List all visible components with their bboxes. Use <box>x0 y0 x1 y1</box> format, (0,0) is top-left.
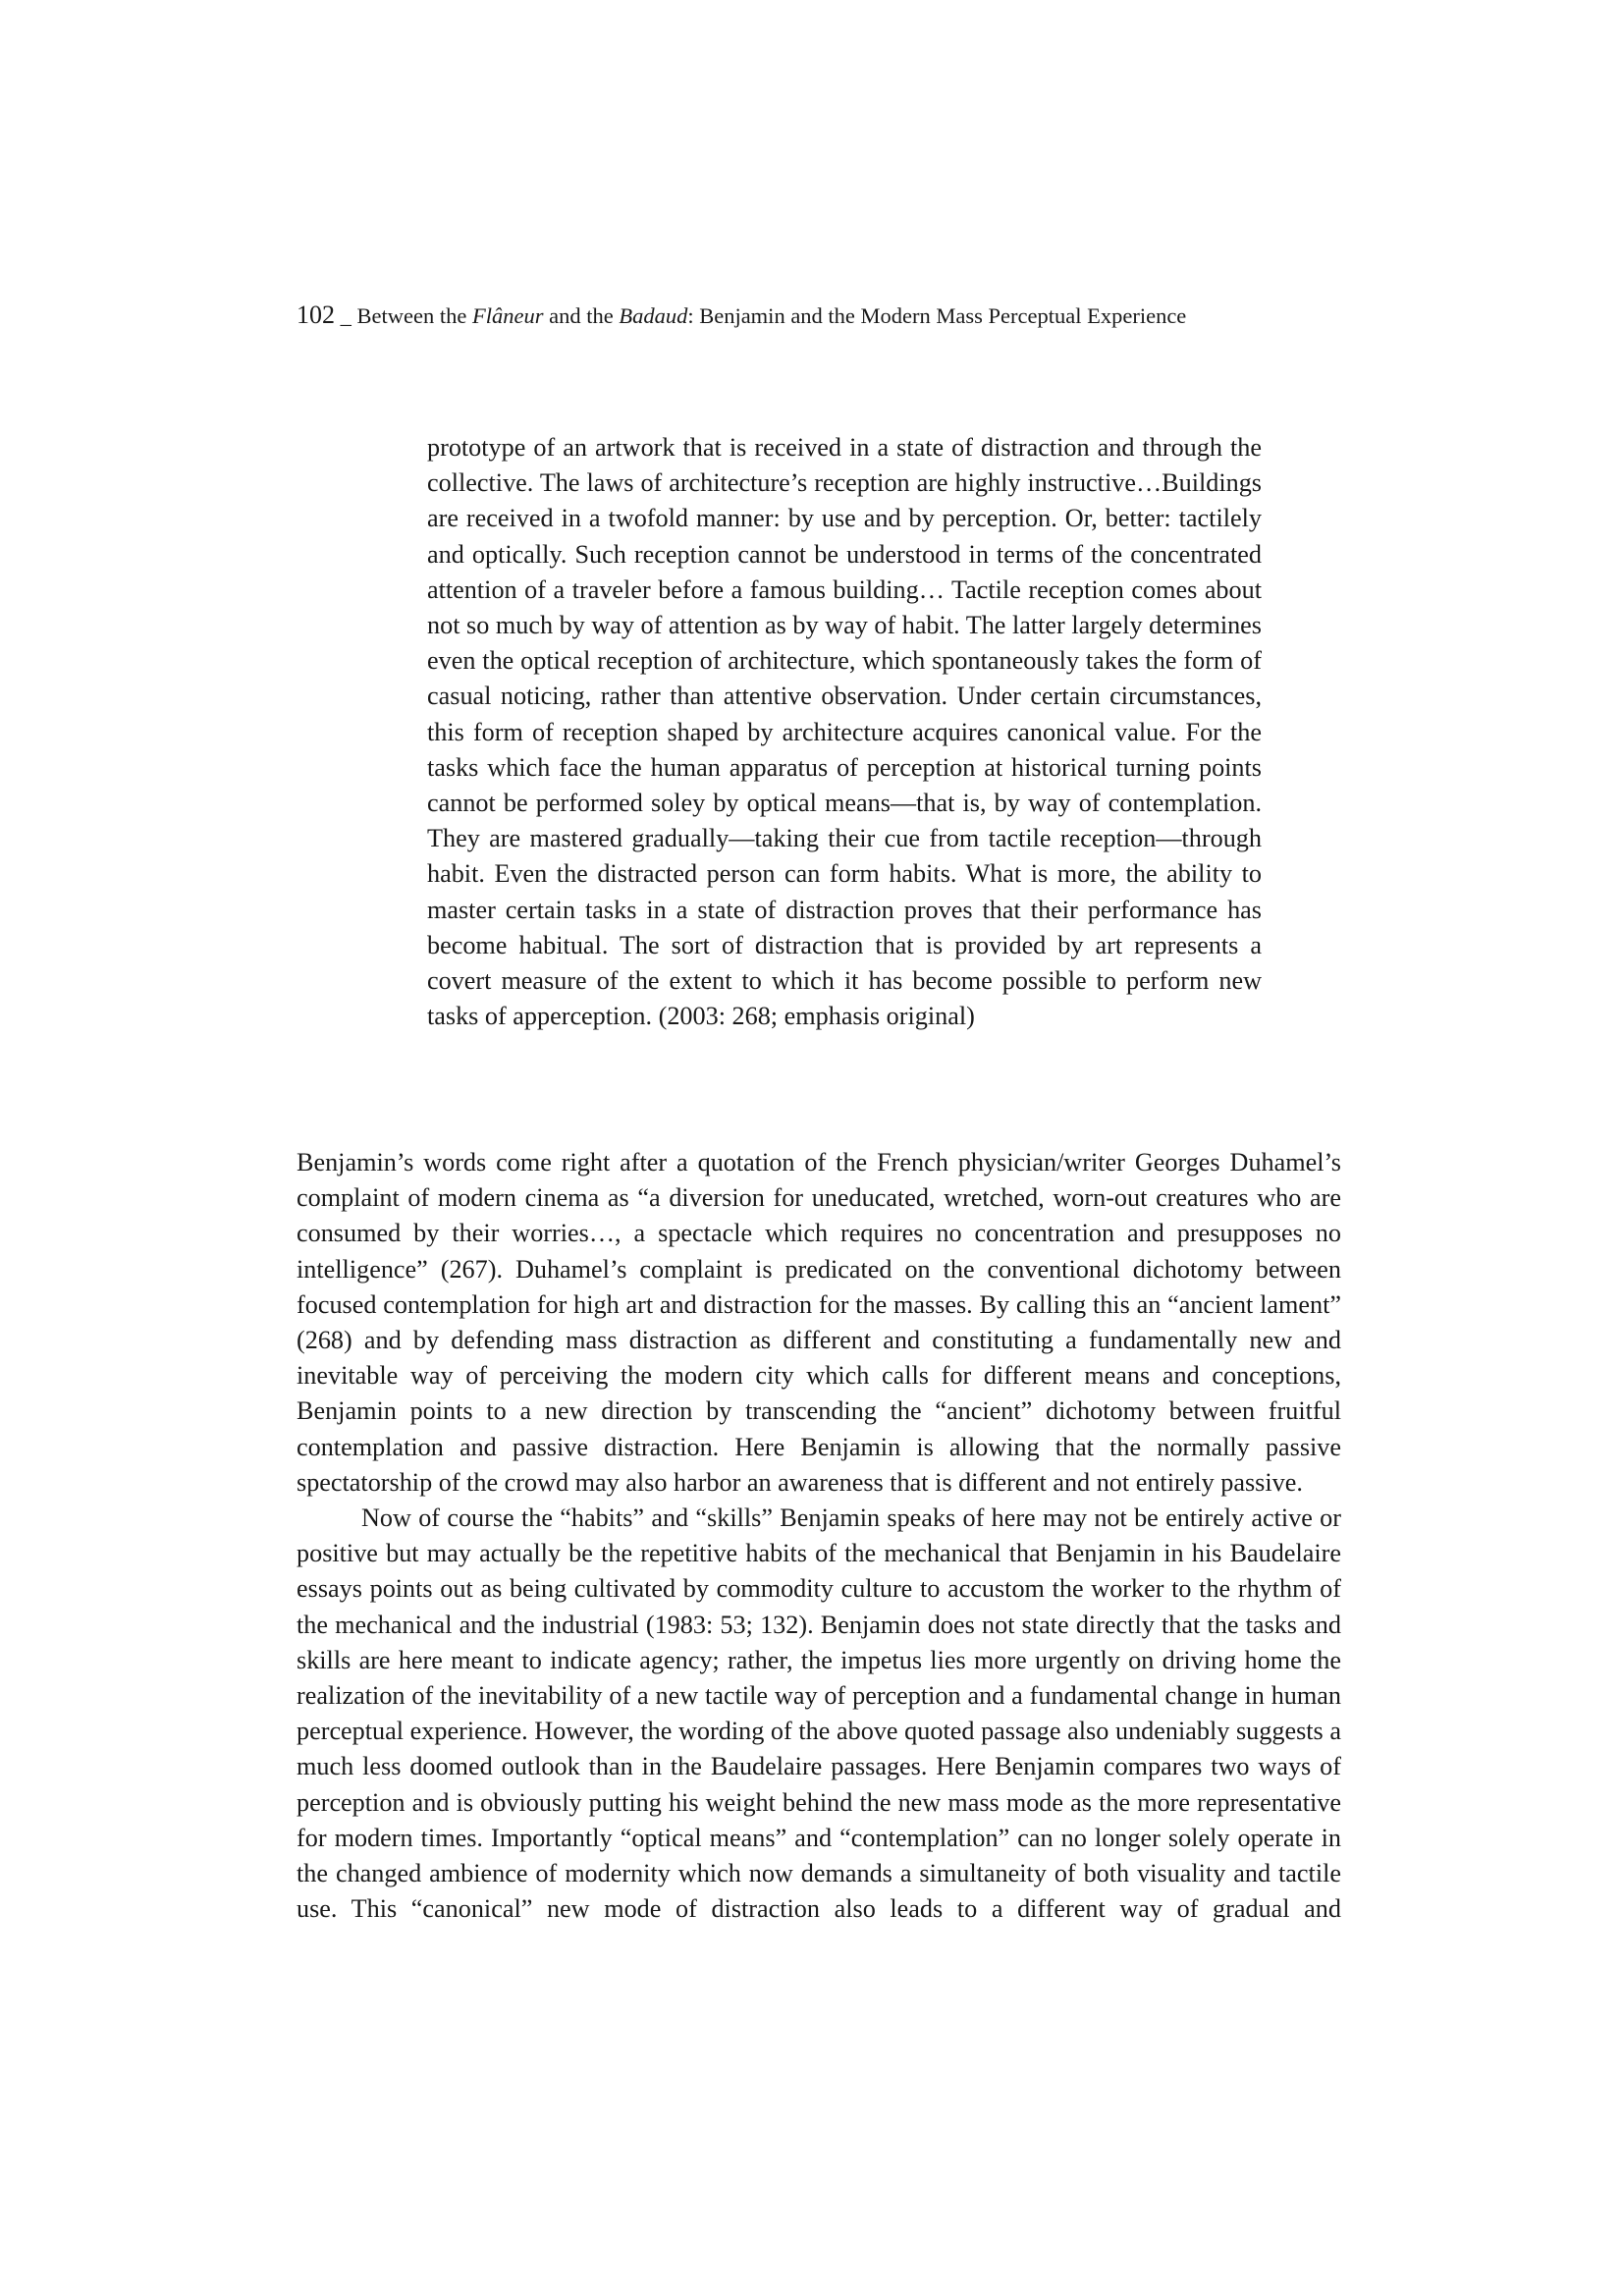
header-title-italic-badaud: Badaud <box>619 303 688 328</box>
body-paragraph: Benjamin’s words come right after a quotation of the French physician/writer Georges Duhamel’s complaint of modern cinema as “a diversion for uneducated, wretched, worn-out creatures who are consumed by their worries…, a spectacle which requires no concentration and presupposes no intelligence” (267). Duhamel’s complaint is predicated on the conventional dichotomy between focused contemplation for high art and distraction for the masses. By calling this an “ancient lament” (268) and by defending mass distraction as different and constituting a fundamentally new and inevitable way of perceiving the modern city which calls for different means and conceptions, Benjamin points to a new direction by transcending the “ancient” dichotomy between fruitful contemplation and passive distraction. Here Benjamin is allowing that the normally passive spectatorship of the crowd may also harbor an awareness that is different and not entirely passive. <box>297 1148 1341 1497</box>
body-text <box>297 1145 1341 1927</box>
page-number: 102 <box>297 301 335 329</box>
header-title-part3: : Benjamin and the Modern Mass Perceptual Experience <box>687 303 1187 328</box>
header-title-part2: and the <box>543 303 620 328</box>
header-title-italic-flaneur: Flâneur <box>471 303 544 328</box>
header-title-part1: Between the <box>356 303 472 328</box>
header-separator: _ <box>335 303 357 328</box>
block-quote: prototype of an artwork that is received in a state of distraction and through the collective. The laws of architecture’s reception are highly instructive…Buildings are received in a twofold manner: by use and by perception. Or, better: tactilely and optically. Such reception cannot be understood in terms of the concentrated attention of a traveler before a famous building… Tactile reception comes about not so much by way of attention as by way of habit. The latter largely determines even the optical reception of architecture, which spontaneously takes the form of casual noticing, rather than attentive observation. Under certain circumstances, this form of reception shaped by architecture acquires canonical value. For the tasks which face the human apparatus of perception at historical turning points cannot be performed soley by optical means—that is, by way of contemplation. They are mastered gradually—taking their cue from tactile reception—through habit. Even the distracted person can form habits. What is more, the ability to master certain tasks in a state of distraction proves that their performance has become habitual. The sort of distraction that is provided by art represents a covert measure of the extent to which it has become possible to perform new tasks of apperception. (2003: 268; emphasis original) <box>427 433 1262 1031</box>
body-paragraph: Now of course the “habits” and “skills” Benjamin speaks of here may not be entirely active or positive but may actually be the repetitive habits of the mechanical that Benjamin in his Baudelaire essays points out as being cultivated by commodity culture to accustom the worker to the rhythm of the mechanical and the industrial (1983: 53; 132). Benjamin does not state directly that the tasks and skills are here meant to indicate agency; rather, the impetus lies more urgently on driving home the realization of the inevitability of a new tactile way of perception and a fundamental change in human perceptual experience. However, the wording of the above quoted passage also undeniably suggests a much less doomed outlook than in the Baudelaire passages. Here Benjamin compares two ways of perception and is obviously putting his weight behind the new mass mode as the more representative for modern times. Importantly “optical means” and “contemplation” can no longer solely operate in the changed ambience of modernity which now demands a simultaneity of both visuality and tactile use. This “canonical” new mode of distraction also leads to a different way of gradual and <box>297 1503 1341 1924</box>
running-header <box>297 301 1377 331</box>
